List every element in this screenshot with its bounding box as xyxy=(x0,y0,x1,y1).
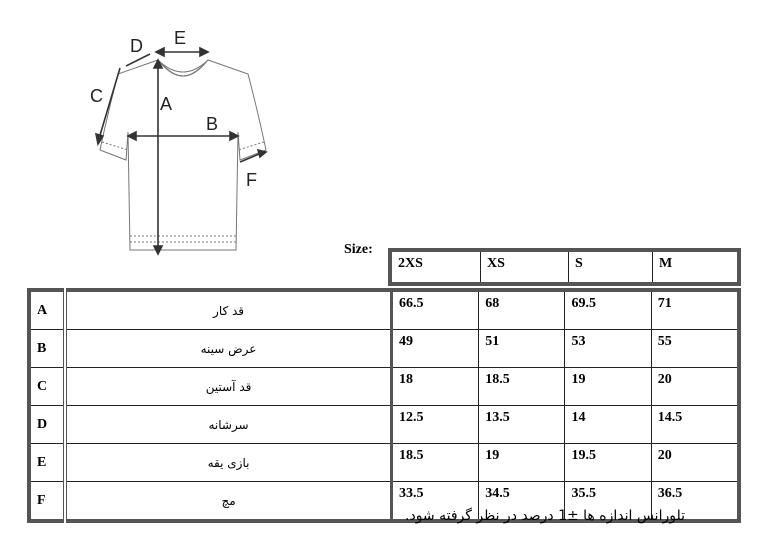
size-label: Size: xyxy=(344,242,373,257)
table-row xyxy=(29,406,739,444)
row-value: 68 xyxy=(479,290,565,330)
size-header-cell: S xyxy=(568,252,652,282)
table-row xyxy=(29,444,739,482)
row-name: قد کار xyxy=(65,290,391,330)
table-row xyxy=(29,368,739,406)
row-value: 19 xyxy=(565,368,651,406)
row-value: 66.5 xyxy=(392,290,479,330)
row-letter: A xyxy=(29,290,65,330)
tolerance-note: تلورانس اندازه ها ±1 درصد در نظر گرفته شود. xyxy=(405,508,685,524)
row-value: 49 xyxy=(392,330,479,368)
size-header xyxy=(388,248,741,286)
label-f: F xyxy=(246,170,257,190)
row-value: 55 xyxy=(651,330,739,368)
row-name: عرض سینه xyxy=(65,330,391,368)
row-value: 36.5 xyxy=(651,482,739,522)
row-value: 19.5 xyxy=(565,444,651,482)
row-value: 69.5 xyxy=(565,290,651,330)
row-value: 53 xyxy=(565,330,651,368)
tshirt-outline xyxy=(100,60,266,250)
label-c: C xyxy=(90,86,103,106)
measurement-table xyxy=(27,288,741,523)
row-value: 12.5 xyxy=(392,406,479,444)
row-letter: F xyxy=(29,482,65,522)
row-name: بازی یقه xyxy=(65,444,391,482)
row-value: 71 xyxy=(651,290,739,330)
row-name: مچ xyxy=(65,482,391,522)
row-letter: C xyxy=(29,368,65,406)
size-header-cell: XS xyxy=(480,252,568,282)
size-header-cell: M xyxy=(652,252,737,282)
row-value: 14 xyxy=(565,406,651,444)
row-value: 13.5 xyxy=(479,406,565,444)
row-value: 14.5 xyxy=(651,406,739,444)
row-value: 19 xyxy=(479,444,565,482)
row-value: 33.5 xyxy=(392,482,479,522)
row-value: 20 xyxy=(651,444,739,482)
row-letter: B xyxy=(29,330,65,368)
label-e: E xyxy=(174,28,187,48)
table-row xyxy=(29,330,739,368)
row-value: 51 xyxy=(479,330,565,368)
row-letter: D xyxy=(29,406,65,444)
table-row xyxy=(29,290,739,330)
size-header-cell: 2XS xyxy=(398,256,423,271)
row-value: 18 xyxy=(392,368,479,406)
row-value: 18.5 xyxy=(392,444,479,482)
tshirt-diagram xyxy=(88,22,278,262)
row-value: 35.5 xyxy=(565,482,651,522)
label-d: D xyxy=(130,36,143,56)
row-name: قد آستین xyxy=(65,368,391,406)
row-value: 34.5 xyxy=(479,482,565,522)
label-a: A xyxy=(160,94,173,114)
row-letter: E xyxy=(29,444,65,482)
row-value: 18.5 xyxy=(479,368,565,406)
label-b: B xyxy=(206,114,219,134)
row-name: سرشانه xyxy=(65,406,391,444)
row-value: 20 xyxy=(651,368,739,406)
